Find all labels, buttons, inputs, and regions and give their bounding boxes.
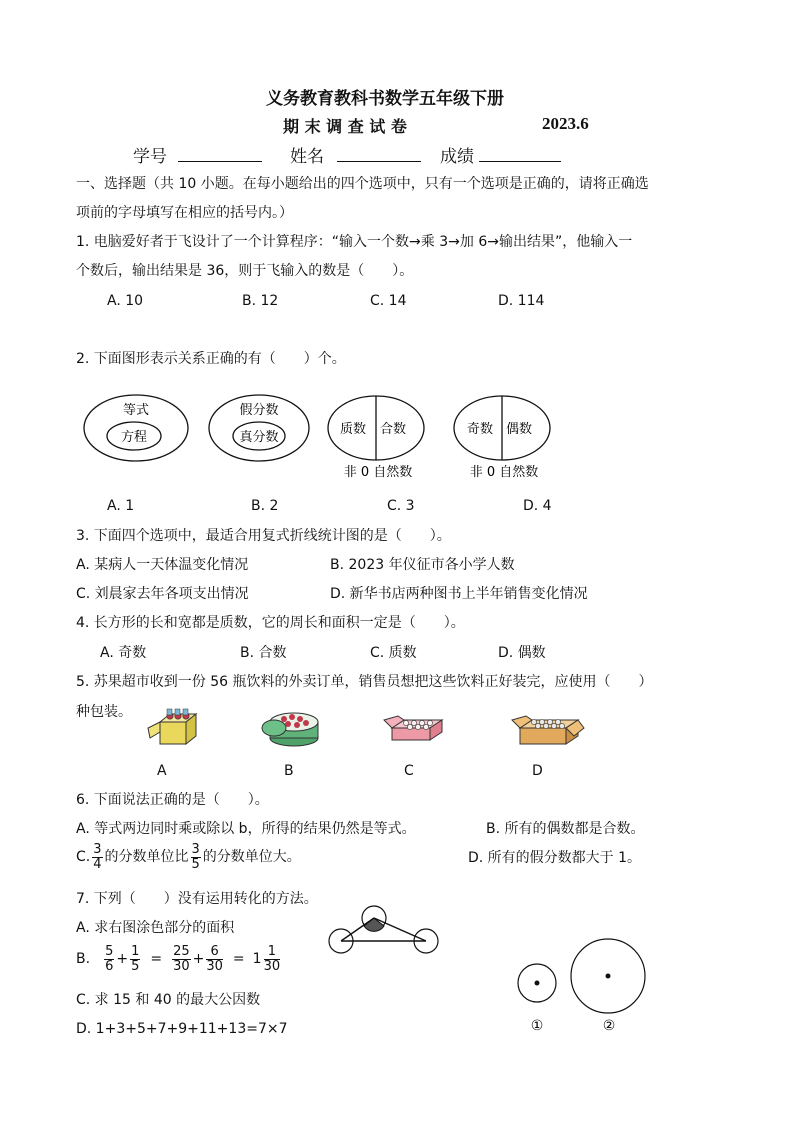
exam-title: 义务教育教科书数学五年级下册 (266, 89, 504, 109)
d4-left-label: 奇数 (466, 422, 494, 437)
q5-stem-line2: 种包装。 (76, 704, 132, 720)
score-label: 成绩 (440, 147, 474, 167)
plus-sign: + (116, 951, 129, 967)
exam-date: 2023.6 (542, 114, 589, 133)
fraction-three-fifths: $\frac{3}{5}$ (191, 841, 200, 872)
d4-caption: 非 0 自然数 (469, 465, 539, 480)
q7-option-c[interactable]: C. 求 15 和 40 的最大公因数 (76, 992, 261, 1008)
q1-stem-line1: 1. 电脑爱好者于飞设计了一个计算程序：“输入一个数→乘 3→加 6→输出结果”，他输入一 (76, 234, 633, 250)
circle-label-1: ① (530, 1018, 544, 1034)
q4-option-a[interactable]: A. 奇数 (100, 645, 147, 661)
q3-option-d[interactable]: D. 新华书店两种图书上半年销售变化情况 (330, 586, 588, 602)
fraction-25-30: $\frac{25}{30}$ (173, 943, 190, 974)
q2-option-a[interactable]: A. 1 (107, 498, 135, 514)
fraction-three-fourths: $\frac{3}{4}$ (93, 841, 102, 872)
q6-c-middle: 的分数单位比 (104, 849, 189, 865)
q5-label-c[interactable]: C (404, 763, 414, 779)
exam-subtitle: 期 末 调 查 试 卷 (283, 117, 407, 136)
q2-stem: 2. 下面图形表示关系正确的有（ ）个。 (76, 351, 346, 367)
q1-stem-line2: 个数后，输出结果是 36，则于飞输入的数是（ ）。 (76, 263, 414, 279)
d3-right-label: 合数 (379, 422, 407, 437)
d2-inner-label: 真分数 (239, 430, 279, 445)
student-name-label: 姓名 (290, 147, 324, 167)
student-id-label: 学号 (133, 147, 167, 167)
d1-inner-label: 方程 (120, 430, 148, 445)
q7-option-d[interactable]: D. 1+3+5+7+9+11+13=7×7 (76, 1021, 288, 1037)
q7-stem: 7. 下列（ ）没有运用转化的方法。 (76, 891, 318, 907)
q7-option-a[interactable]: A. 求右图涂色部分的面积 (76, 920, 235, 936)
d2-outer-label: 假分数 (239, 403, 279, 418)
q5-label-b[interactable]: B (284, 763, 294, 779)
q3-option-a[interactable]: A. 某病人一天体温变化情况 (76, 557, 249, 573)
q2-option-b[interactable]: B. 2 (251, 498, 279, 514)
q2-option-d[interactable]: D. 4 (523, 498, 552, 514)
circle-two-figure (571, 939, 645, 1034)
q4-option-c[interactable]: C. 质数 (370, 645, 417, 661)
q6-option-a[interactable]: A. 等式两边同时乘或除以 b，所得的结果仍然是等式。 (76, 821, 416, 837)
d3-caption: 非 0 自然数 (343, 465, 413, 480)
q4-option-b[interactable]: B. 合数 (240, 645, 287, 661)
section-heading-1: 一、选择题（共 10 小题。在每小题给出的四个选项中，只有一个选项是正确的，请将正确选 (76, 176, 649, 192)
circle-one-figure (518, 964, 556, 1034)
equals-sign: = (232, 951, 245, 967)
q6-option-b[interactable]: B. 所有的偶数都是合数。 (486, 821, 645, 837)
triangle-circles-figure (329, 906, 438, 953)
d4-right-label: 偶数 (505, 422, 533, 437)
whole-part: 1 (252, 951, 262, 967)
q7-b-label: B. (76, 951, 91, 967)
q6-c-prefix: C. (76, 849, 91, 865)
d1-outer-label: 等式 (122, 403, 150, 418)
q3-option-c[interactable]: C. 刘晨家去年各项支出情况 (76, 586, 249, 602)
equals-sign: = (150, 951, 163, 967)
q3-option-b[interactable]: B. 2023 年仪征市各小学人数 (330, 557, 515, 573)
circle-label-2: ② (602, 1018, 616, 1034)
q4-stem: 4. 长方形的长和宽都是质数，它的周长和面积一定是（ ）。 (76, 615, 465, 631)
q2-option-c[interactable]: C. 3 (387, 498, 415, 514)
section-heading-2: 项前的字母填写在相应的括号内。） (76, 205, 293, 221)
q6-c-suffix: 的分数单位大。 (202, 849, 301, 865)
plus-sign: + (192, 951, 205, 967)
q5-stem-line1: 5. 苏果超市收到一份 56 瓶饮料的外卖订单，销售员想把这些饮料正好装完，应使用（ ） (76, 674, 653, 690)
q1-option-c[interactable]: C. 14 (370, 293, 407, 309)
fraction-1-30: $\frac{1}{30}$ (263, 943, 281, 974)
q4-option-d[interactable]: D. 偶数 (498, 645, 546, 661)
q3-stem: 3. 下面四个选项中，最适合用复式折线统计图的是（ ）。 (76, 528, 451, 544)
q5-label-a[interactable]: A (157, 763, 167, 779)
d3-left-label: 质数 (339, 422, 367, 437)
q6-option-d[interactable]: D. 所有的假分数都大于 1。 (468, 850, 642, 866)
q5-label-d[interactable]: D (532, 763, 543, 779)
q6-stem: 6. 下面说法正确的是（ ）。 (76, 792, 269, 808)
q1-option-a[interactable]: A. 10 (107, 293, 144, 309)
fraction-6-30: $\frac{6}{30}$ (206, 943, 223, 974)
fraction-5-6: $\frac{5}{6}$ (105, 943, 114, 974)
fraction-1-5: $\frac{1}{5}$ (131, 943, 140, 974)
q1-option-b[interactable]: B. 12 (242, 293, 279, 309)
q1-option-d[interactable]: D. 114 (498, 293, 545, 309)
